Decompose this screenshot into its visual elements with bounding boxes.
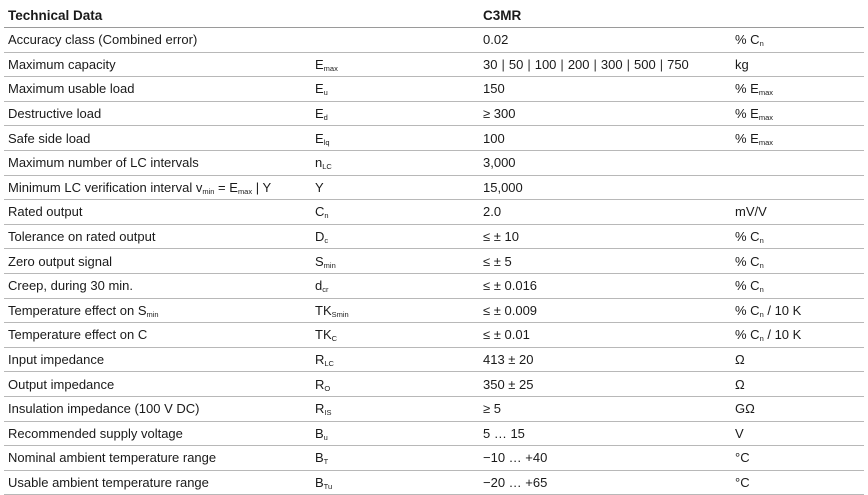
table-row [4, 200, 864, 225]
unit-cell [731, 372, 864, 397]
unit-sub: max [758, 137, 774, 147]
header-unit-cell [731, 3, 864, 28]
technical-data-table [4, 3, 864, 495]
symbol-cell [311, 323, 479, 348]
symbol-cell [311, 446, 479, 471]
parameter-cell [4, 446, 311, 471]
value-text: ≤ ± 5 [483, 253, 512, 269]
value-cell [479, 101, 731, 126]
parameter-cell [4, 347, 311, 372]
table-row [4, 298, 864, 323]
unit-text: % C [735, 327, 760, 343]
value-cell [479, 52, 731, 77]
parameter-cell [4, 101, 311, 126]
parameter-cell [4, 175, 311, 200]
value-text: 0.02 [483, 32, 509, 48]
symbol-sub: IS [324, 408, 332, 418]
unit-sub: n [759, 309, 764, 319]
unit-cell [731, 200, 864, 225]
capacity-separator: | [527, 56, 531, 72]
table-row [4, 150, 864, 175]
value-cell [479, 446, 731, 471]
table-row [4, 52, 864, 77]
table-row [4, 347, 864, 372]
symbol-sub: u [323, 88, 328, 98]
value-cell [479, 347, 731, 372]
unit-cell [731, 249, 864, 274]
symbol-text: R [315, 401, 325, 417]
value-cell [479, 77, 731, 102]
capacity-separator: | [659, 56, 664, 72]
table-title: Technical Data [4, 3, 311, 28]
unit-tail: / 10 K [763, 327, 802, 343]
parameter-cell [4, 77, 311, 102]
unit-cell [731, 446, 864, 471]
value-cell [479, 396, 731, 421]
symbol-sub: lq [323, 137, 330, 147]
symbol-sub: n [324, 211, 329, 221]
table-row [4, 101, 864, 126]
value-text: 3,000 [483, 155, 516, 171]
header-symbol-cell [311, 3, 479, 28]
unit-text: % E [735, 130, 759, 146]
symbol-sub: u [323, 432, 328, 442]
parameter-cell [4, 298, 311, 323]
symbol-text: E [315, 106, 324, 122]
table-row [4, 273, 864, 298]
capacity-value: 750 [667, 56, 689, 72]
table-row [4, 470, 864, 495]
symbol-cell [311, 224, 479, 249]
unit-cell [731, 323, 864, 348]
symbol-cell [311, 421, 479, 446]
value-cell [479, 175, 731, 200]
symbol-sub: cr [322, 285, 329, 295]
symbol-cell [311, 298, 479, 323]
symbol-cell [311, 470, 479, 495]
symbol-sub: min [323, 260, 336, 270]
parameter-label: Tolerance on rated output [8, 229, 156, 245]
parameter-sub: min [202, 186, 215, 196]
unit-sub: n [759, 236, 764, 246]
unit-text: °C [735, 474, 750, 490]
value-text: 15,000 [483, 179, 523, 195]
unit-text: % C [735, 32, 760, 48]
table-row [4, 224, 864, 249]
value-text: ≤ ± 0.01 [483, 327, 530, 343]
symbol-text: C [315, 204, 325, 220]
parameter-label: Safe side load [8, 130, 91, 146]
unit-text: % C [735, 229, 760, 245]
parameter-cell [4, 421, 311, 446]
parameter-label: Zero output signal [8, 253, 113, 269]
symbol-sub: Tu [323, 481, 333, 491]
parameter-cell [4, 52, 311, 77]
table-row [4, 446, 864, 471]
unit-cell [731, 150, 864, 175]
capacity-value: 500 [634, 56, 656, 72]
value-text: 5 … 15 [483, 425, 525, 441]
unit-text: % C [735, 278, 760, 294]
symbol-cell [311, 347, 479, 372]
unit-text: V [735, 425, 744, 441]
symbol-cell [311, 28, 479, 53]
unit-cell [731, 396, 864, 421]
symbol-text: Y [315, 179, 324, 195]
parameter-label: Recommended supply voltage [8, 425, 183, 441]
parameter-cell [4, 323, 311, 348]
value-text: 2.0 [483, 204, 502, 220]
capacity-value: 200 [567, 56, 590, 72]
parameter-label: Usable ambient temperature range [8, 474, 209, 490]
value-cell [479, 470, 731, 495]
value-text: ≥ 5 [483, 401, 501, 417]
unit-cell [731, 101, 864, 126]
parameter-label: Rated output [8, 204, 83, 220]
symbol-text: B [315, 425, 324, 441]
table-row [4, 28, 864, 53]
value-cell [479, 273, 731, 298]
parameter-label: Maximum usable load [8, 81, 135, 97]
symbol-cell [311, 126, 479, 151]
value-cell [479, 126, 731, 151]
capacity-value: 100 [534, 56, 557, 72]
parameter-cell [4, 224, 311, 249]
symbol-sub: max [323, 63, 338, 73]
parameter-cell [4, 273, 311, 298]
symbol-text: S [315, 253, 324, 269]
parameter-text: = E [214, 179, 238, 195]
parameter-label: Nominal ambient temperature range [8, 450, 217, 466]
symbol-cell [311, 372, 479, 397]
parameter-cell [4, 150, 311, 175]
unit-text: °C [735, 450, 750, 466]
symbol-text: n [315, 155, 323, 171]
symbol-text: D [315, 229, 325, 245]
unit-sub: n [759, 334, 764, 344]
table-row [4, 249, 864, 274]
value-text: 150 [483, 81, 505, 97]
symbol-cell [311, 52, 479, 77]
parameter-cell [4, 372, 311, 397]
parameter-label: Maximum number of LC intervals [8, 155, 199, 171]
unit-cell [731, 77, 864, 102]
symbol-cell [311, 200, 479, 225]
parameter-cell [4, 200, 311, 225]
symbol-text: E [315, 56, 324, 72]
symbol-cell [311, 101, 479, 126]
symbol-text: R [315, 352, 325, 368]
unit-cell [731, 28, 864, 53]
symbol-cell [311, 396, 479, 421]
value-cell [479, 249, 731, 274]
value-cell [479, 323, 731, 348]
symbol-text: E [315, 130, 324, 146]
value-text: −10 … +40 [483, 450, 548, 466]
parameter-label: Destructive load [8, 106, 102, 122]
symbol-text: TK [315, 302, 332, 318]
value-text: 413 ± 20 [483, 352, 534, 368]
symbol-text: TK [315, 327, 332, 343]
parameter-sub: min [146, 309, 159, 319]
value-text: −20 … +65 [483, 474, 548, 490]
unit-cell [731, 470, 864, 495]
value-text: ≤ ± 0.016 [483, 278, 538, 294]
parameter-cell [4, 126, 311, 151]
unit-text: Ω [735, 376, 745, 392]
value-cell [479, 421, 731, 446]
symbol-sub: LC [322, 162, 332, 172]
parameter-sub: max [237, 186, 253, 196]
unit-cell [731, 347, 864, 372]
symbol-sub: T [323, 457, 329, 467]
capacity-value: 300 [600, 56, 623, 72]
table-row [4, 126, 864, 151]
parameter-text: Minimum LC verification interval v [8, 179, 203, 195]
symbol-sub: LC [324, 359, 334, 369]
parameter-text: | Y [252, 179, 272, 195]
symbol-text: B [315, 474, 324, 490]
unit-sub: n [759, 285, 764, 295]
value-text: ≥ 300 [483, 106, 516, 122]
value-cell [479, 298, 731, 323]
capacity-separator: | [501, 56, 505, 72]
table-row [4, 323, 864, 348]
unit-tail: / 10 K [763, 302, 802, 318]
value-cell [479, 372, 731, 397]
parameter-label: Output impedance [8, 376, 115, 392]
unit-sub: max [758, 88, 774, 98]
unit-sub: n [759, 39, 764, 49]
symbol-sub: Smin [331, 309, 349, 319]
table-row [4, 396, 864, 421]
value-cell [479, 200, 731, 225]
value-text: ≤ ± 10 [483, 229, 519, 245]
unit-text: Ω [735, 352, 745, 368]
symbol-text: d [315, 278, 323, 294]
symbol-cell [311, 249, 479, 274]
symbol-cell [311, 77, 479, 102]
unit-cell [731, 175, 864, 200]
symbol-text: R [315, 376, 325, 392]
unit-sub: max [758, 113, 774, 123]
symbol-sub: C [331, 334, 338, 344]
table-row [4, 372, 864, 397]
unit-text: mV/V [735, 204, 767, 220]
symbol-cell [311, 175, 479, 200]
symbol-text: E [315, 81, 324, 97]
symbol-text: B [315, 450, 324, 466]
unit-text: % C [735, 302, 760, 318]
parameter-label: Temperature effect on C [8, 327, 148, 343]
value-text: ≤ ± 0.009 [483, 302, 538, 318]
unit-text: GΩ [735, 401, 755, 417]
table-row [4, 421, 864, 446]
parameter-cell [4, 396, 311, 421]
capacity-separator: | [626, 56, 630, 72]
unit-sub: n [759, 260, 764, 270]
parameter-label: Maximum capacity [8, 56, 116, 72]
value-cell [479, 150, 731, 175]
value-cell [479, 28, 731, 53]
unit-text: % E [735, 81, 759, 97]
model-name: C3MR [479, 3, 731, 28]
value-text: 100 [483, 130, 505, 146]
parameter-label: Creep, during 30 min. [8, 278, 134, 294]
unit-cell [731, 224, 864, 249]
symbol-cell [311, 273, 479, 298]
table-row [4, 175, 864, 200]
unit-text: % E [735, 106, 759, 122]
parameter-cell [4, 28, 311, 53]
unit-text: kg [735, 56, 749, 72]
symbol-sub: c [324, 236, 329, 246]
unit-cell [731, 298, 864, 323]
parameter-label: Input impedance [8, 352, 105, 368]
value-cell [479, 224, 731, 249]
technical-data-sheet [4, 0, 864, 495]
unit-cell [731, 273, 864, 298]
capacity-separator: | [560, 56, 564, 72]
capacity-value: 30 [483, 56, 498, 72]
parameter-label: Insulation impedance (100 V DC) [8, 401, 200, 417]
unit-cell [731, 421, 864, 446]
symbol-sub: O [324, 383, 331, 393]
unit-cell [731, 126, 864, 151]
capacity-value: 50 [508, 56, 524, 72]
table-header-row [4, 3, 864, 28]
symbol-sub: d [323, 113, 328, 123]
parameter-label: Temperature effect on S [8, 302, 147, 318]
capacity-separator: | [593, 56, 597, 72]
table-row [4, 77, 864, 102]
parameter-label: Accuracy class (Combined error) [8, 32, 198, 48]
value-text: 350 ± 25 [483, 376, 534, 392]
parameter-cell [4, 470, 311, 495]
unit-cell [731, 52, 864, 77]
parameter-cell [4, 249, 311, 274]
unit-text: % C [735, 253, 760, 269]
symbol-cell [311, 150, 479, 175]
